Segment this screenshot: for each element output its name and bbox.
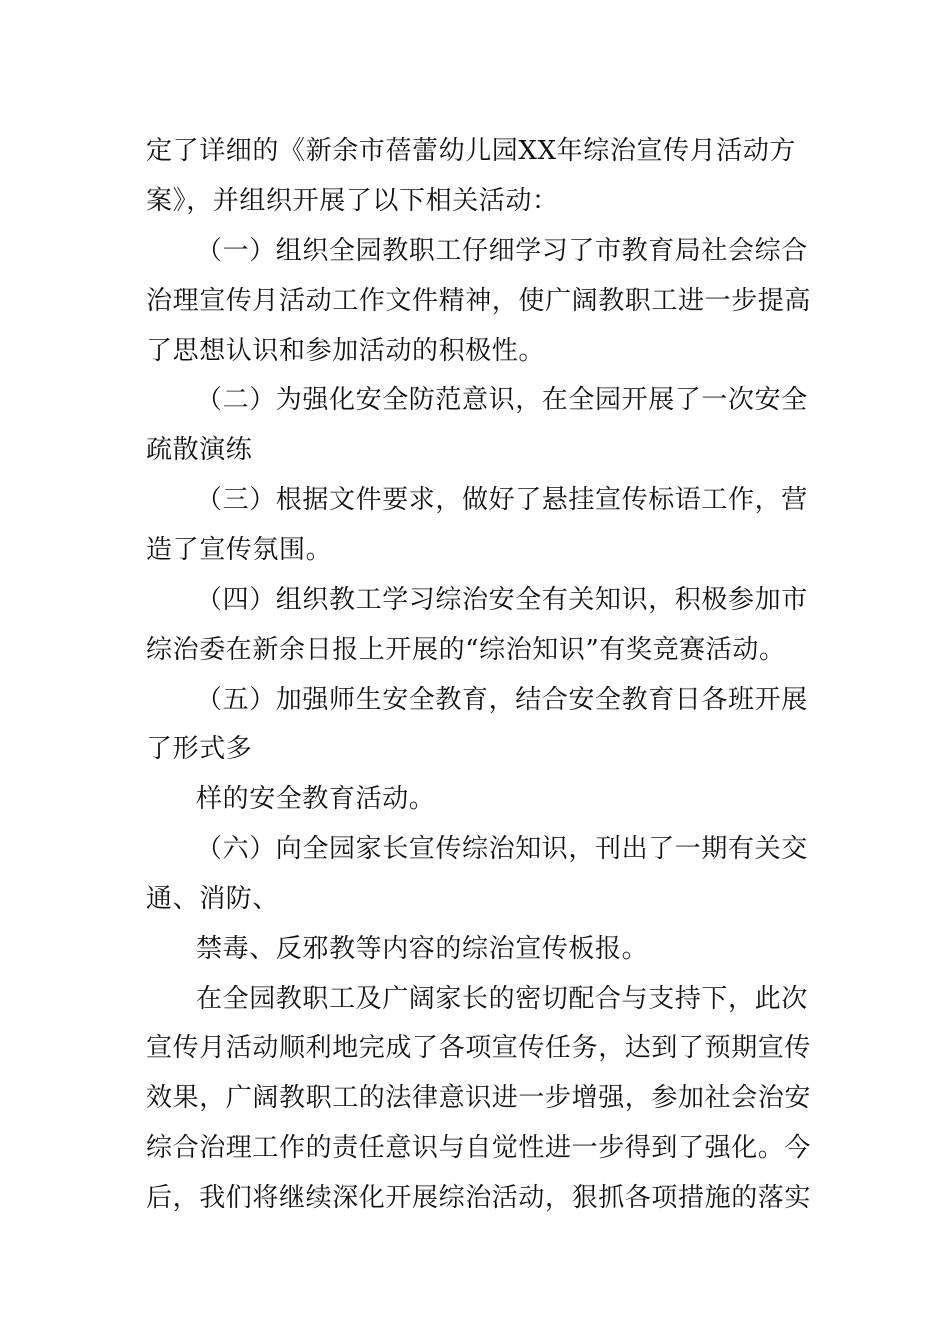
text-line: （六）向全园家长宣传综治知识，刊出了一期有关交: [196, 834, 808, 864]
text-line: 综合治理工作的责任意识与自觉性进一步得到了强化。今: [146, 1133, 812, 1163]
text-line: 样的安全教育活动。: [196, 784, 436, 814]
text-line: （五）加强师生安全教育，结合安全教育日各班开展: [196, 685, 808, 715]
text-line: （三）根据文件要求，做好了悬挂宣传标语工作，营: [196, 485, 808, 515]
text-line: 了思想认识和参加活动的积极性。: [146, 336, 546, 366]
text-line: 治理宣传月活动工作文件精神，使广阔教职工进一步提高: [146, 286, 812, 316]
text-line: 造了宣传氛围。: [146, 535, 333, 565]
text-line: （二）为强化安全防范意识，在全园开展了一次安全: [196, 385, 808, 415]
text-line: 宣传月活动顺利地完成了各项宣传任务，达到了预期宣传: [146, 1033, 812, 1063]
text-line: （一）组织全园教职工仔细学习了市教育局社会综合: [196, 236, 808, 266]
text-line: 后，我们将继续深化开展综治活动，狠抓各项措施的落实: [146, 1183, 812, 1213]
text-line: 定了详细的《新余市蓓蕾幼儿园XX年综治宣传月活动方: [146, 136, 797, 166]
text-line: 了形式多: [146, 734, 253, 764]
text-line: （四）组织教工学习综治安全有关知识，积极参加市: [196, 585, 808, 615]
text-line: 在全园教职工及广阔家长的密切配合与支持下，此次: [196, 984, 808, 1014]
text-line: 综治委在新余日报上开展的“综治知识”有奖竞赛活动。: [146, 635, 786, 665]
text-line: 效果，广阔教职工的法律意识进一步增强，参加社会治安: [146, 1083, 812, 1113]
text-line: 通、消防、: [146, 884, 280, 914]
text-line: 禁毒、反邪教等内容的综治宣传板报。: [196, 934, 649, 964]
text-line: 案》，并组织开展了以下相关活动：: [146, 186, 559, 216]
text-line: 疏散演练: [146, 435, 253, 465]
